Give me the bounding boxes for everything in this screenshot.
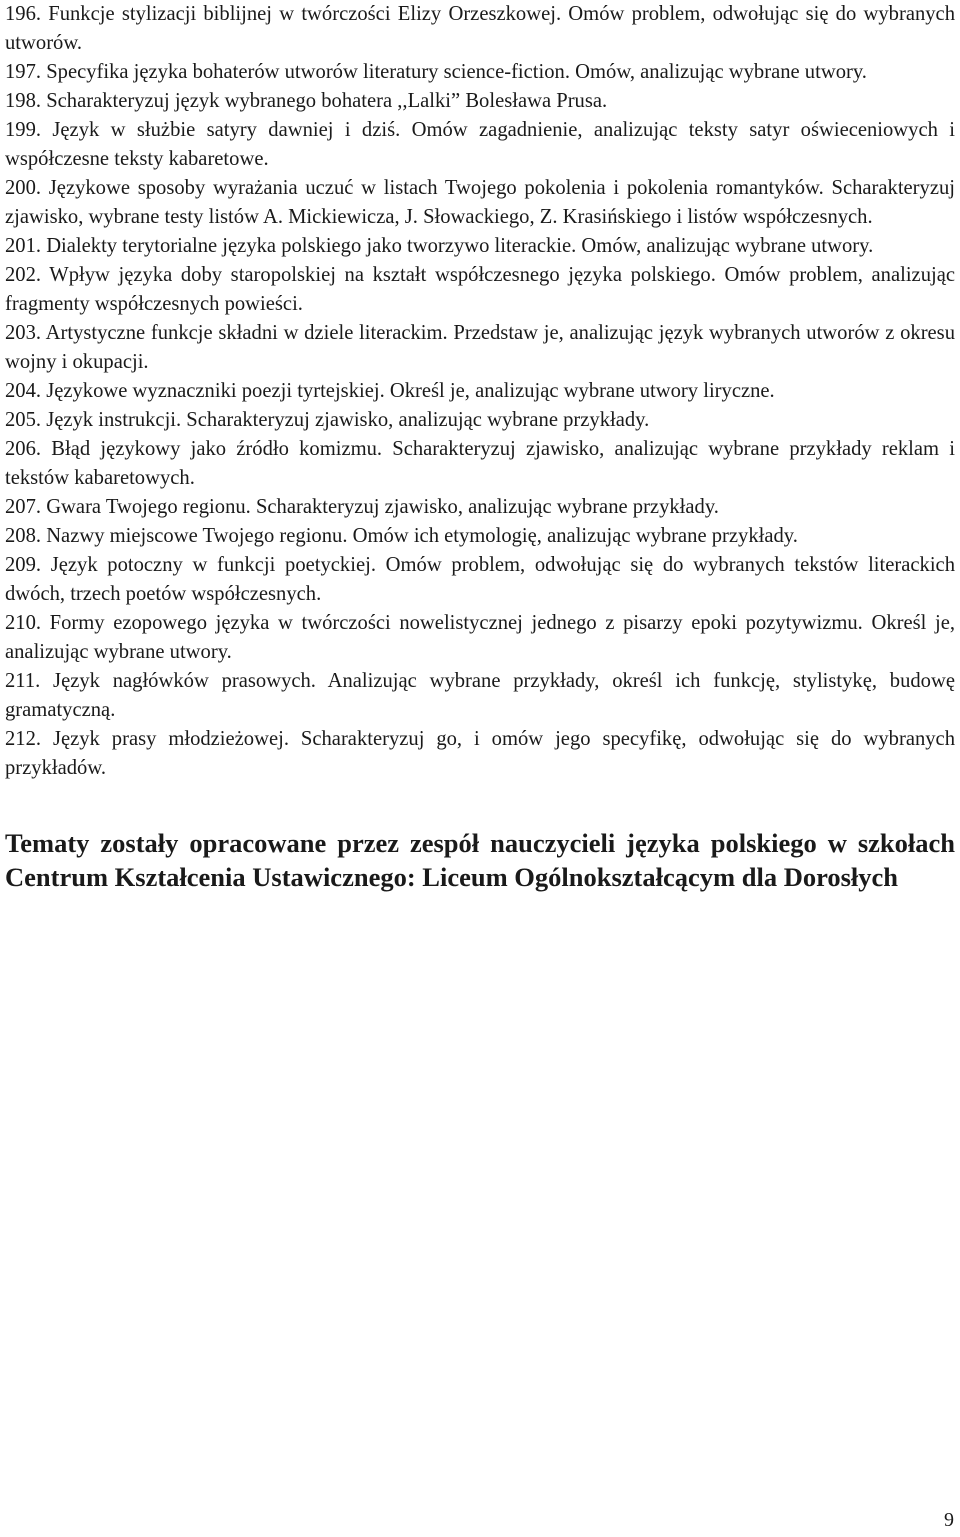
topic-item-196: 196. Funkcje stylizacji biblijnej w twórczości Elizy Orzeszkowej. Omów problem, odwołując się do wybranych utworów. <box>5 3 955 54</box>
topic-item-205: 205. Język instrukcji. Scharakteryzuj zjawisko, analizując wybrane przykłady. <box>5 409 650 431</box>
topic-item-199: 199. Język w służbie satyry dawniej i dziś. Omów zagadnienie, analizując teksty satyr oświeceniowych i współczesne teksty kabaretowe. <box>5 119 955 170</box>
topic-item-211: 211. Język nagłówków prasowych. Analizując wybrane przykłady, określ ich funkcję, stylistykę, budowę gramatyczną. <box>5 670 955 721</box>
topic-item-201: 201. Dialekty terytorialne języka polskiego jako tworzywo literackie. Omów, analizując wybrane utwory. <box>5 235 874 257</box>
topic-item-210: 210. Formy ezopowego języka w twórczości nowelistycznej jednego z pisarzy epoki pozytywizmu. Określ je, analizując wybrane utwory. <box>5 612 955 663</box>
topic-item-208: 208. Nazwy miejscowe Twojego regionu. Omów ich etymologię, analizując wybrane przykłady. <box>5 525 798 547</box>
topic-item-197: 197. Specyfika języka bohaterów utworów literatury science-fiction. Omów, analizując wybrane utwory. <box>5 61 867 83</box>
topic-item-198: 198. Scharakteryzuj język wybranego bohatera ,,Lalki” Bolesława Prusa. <box>5 90 608 112</box>
topic-item-209: 209. Język potoczny w funkcji poetyckiej. Omów problem, odwołując się do wybranych tekstów literackich dwóch, trzech poetów współczesnych. <box>5 554 955 605</box>
topic-item-207: 207. Gwara Twojego regionu. Scharakteryzuj zjawisko, analizując wybrane przykłady. <box>5 496 719 518</box>
topic-item-212: 212. Język prasy młodzieżowej. Scharakteryzuj go, i omów jego specyfikę, odwołując się do wybranych przykładów. <box>5 728 955 779</box>
topic-item-204: 204. Językowe wyznaczniki poezji tyrtejskiej. Określ je, analizując wybrane utwory liryczne. <box>5 380 775 402</box>
topic-item-202: 202. Wpływ języka doby staropolskiej na kształt współczesnego języka polskiego. Omów problem, analizując fragmenty współczesnych powieści. <box>5 264 955 315</box>
topic-item-203: 203. Artystyczne funkcje składni w dziele literackim. Przedstaw je, analizując język wybranych utworów z okresu wojny i okupacji. <box>5 322 955 373</box>
topic-list <box>5 0 955 783</box>
topic-item-200: 200. Językowe sposoby wyrażania uczuć w listach Twojego pokolenia i pokolenia romantyków. Scharakteryzuj zjawisko, wybrane testy listów A. Mickiewicza, J. Słowackiego, Z. Krasińskiego i listów współczesnych. <box>5 177 955 228</box>
topic-item-206: 206. Błąd językowy jako źródło komizmu. Scharakteryzuj zjawisko, analizując wybrane przykłady reklam i tekstów kabaretowych. <box>5 438 955 489</box>
page-number: 9 <box>944 1509 954 1531</box>
authors-note: Tematy zostały opracowane przez zespół nauczycieli języka polskiego w szkołach Centrum Kształcenia Ustawicznego: Liceum Ogólnokształcącym dla Dorosłych <box>5 828 955 892</box>
document-page <box>5 0 955 894</box>
